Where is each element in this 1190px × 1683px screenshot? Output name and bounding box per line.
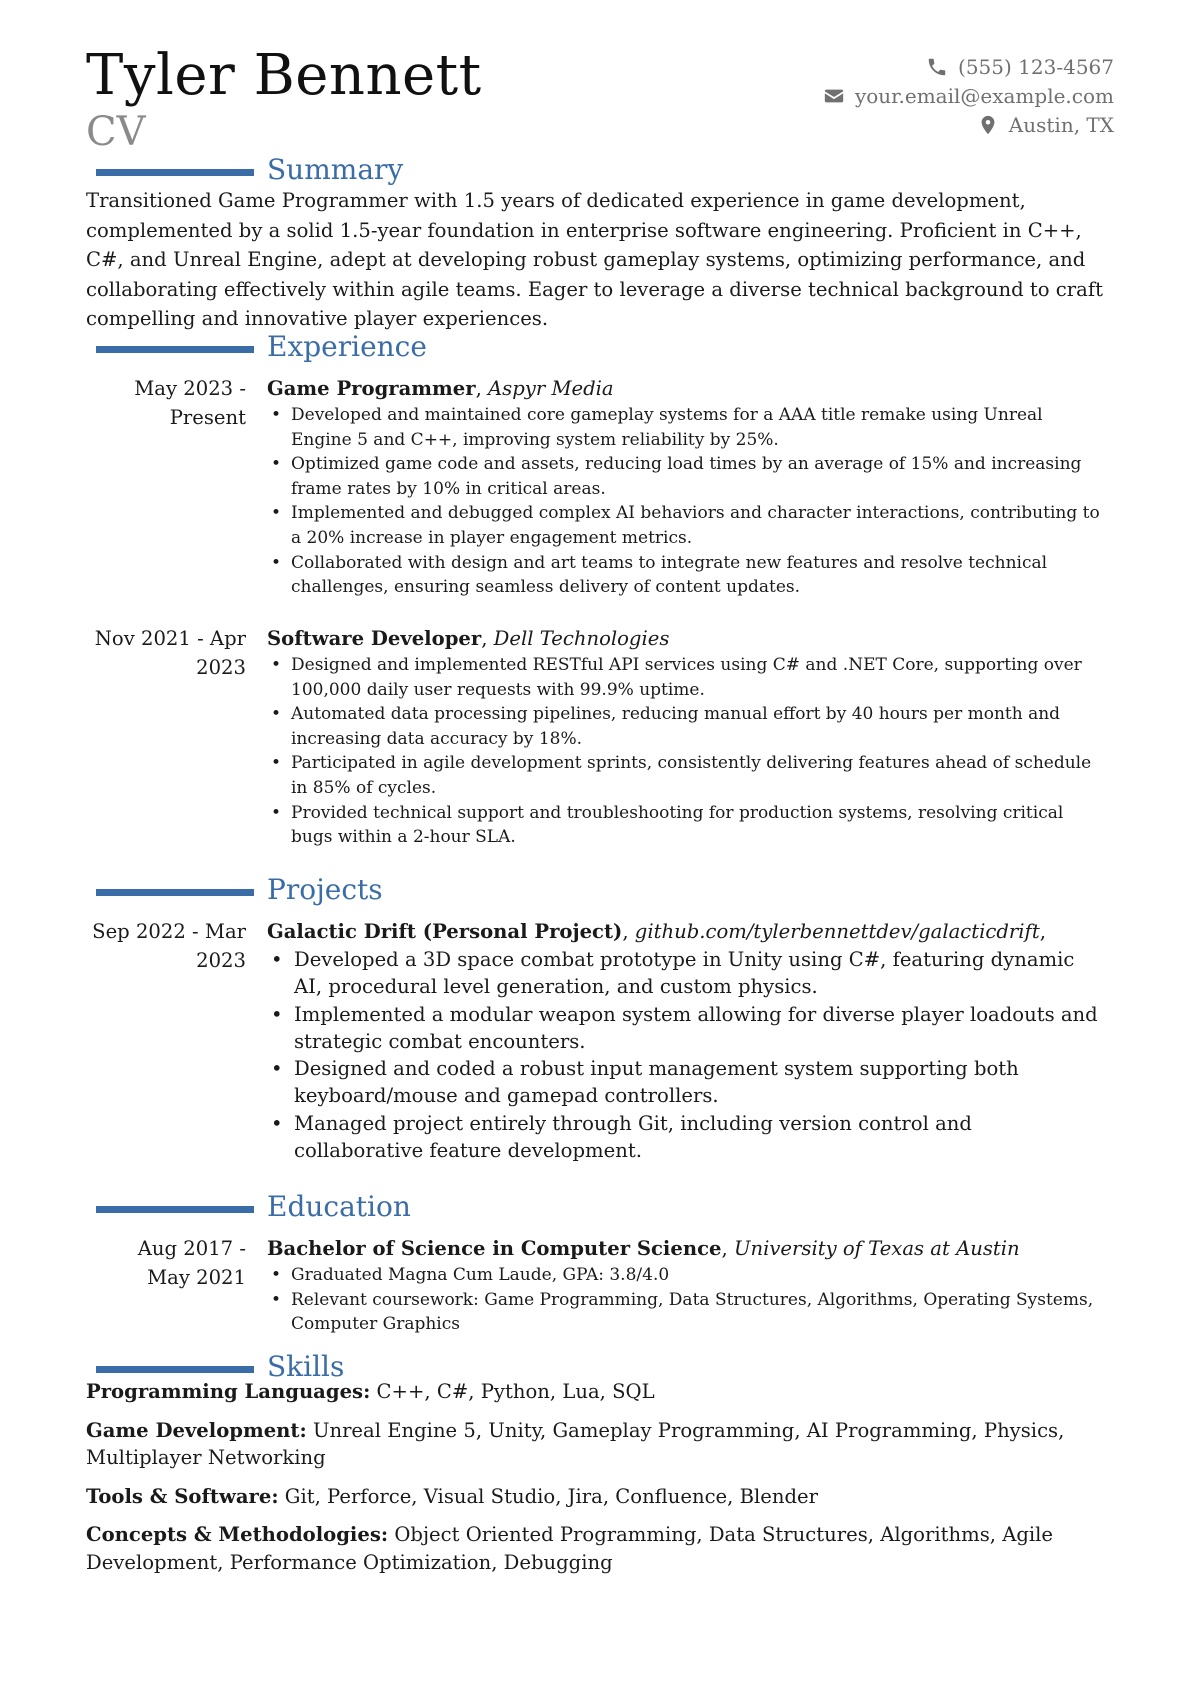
phone-text[interactable]: (555) 123-4567: [958, 54, 1114, 79]
contact-email: [823, 81, 1114, 110]
skill-row: [86, 1521, 1114, 1576]
job-title: Game Programmer: [267, 377, 476, 400]
section-summary-header: [86, 153, 1114, 187]
list-item: • Managed project entirely through Git, including version control and collaborative feature development.: [267, 1110, 1107, 1165]
list-item: • Developed and maintained core gameplay systems for a AAA title remake using Unreal Engine 5 and C++, improving system reliability by 25%.: [267, 403, 1107, 452]
skill-value: C++, C#, Python, Lua, SQL: [376, 1380, 655, 1403]
skill-value: Unreal Engine 5, Unity, Gameplay Programming, AI Programming, Physics, Multiplayer Networking: [86, 1418, 1065, 1469]
list-item: • Implemented and debugged complex AI behaviors and character interactions, contributing to a 20% increase in player engagement metrics.: [267, 501, 1107, 550]
entry-bullets: [267, 403, 1107, 600]
entry-bullets: [267, 1263, 1107, 1337]
contact-block: [823, 52, 1114, 139]
email-text[interactable]: your.email@example.com: [854, 83, 1114, 108]
employer: Dell Technologies: [493, 627, 670, 650]
project-link[interactable]: github.com/tylerbennettdev/galacticdrift: [634, 920, 1040, 943]
entry-body: [267, 374, 1107, 600]
entry-bullets: [267, 653, 1107, 850]
list-item: • Designed and coded a robust input management system supporting both keyboard/mouse and gamepad controllers.: [267, 1055, 1107, 1110]
employer: Aspyr Media: [488, 377, 614, 400]
list-item: • Provided technical support and troubleshooting for production systems, resolving critical bugs within a 2-hour SLA.: [267, 801, 1107, 850]
entry-date: Aug 2017 - May 2021: [137, 1237, 246, 1289]
skill-label: Programming Languages:: [86, 1380, 371, 1403]
entry-bullets: [267, 946, 1107, 1164]
phone-icon: [926, 56, 948, 78]
contact-location: [823, 110, 1114, 139]
section-education-header: [86, 1190, 1114, 1224]
entry-body: [267, 917, 1107, 1164]
institution: University of Texas at Austin: [733, 1237, 1020, 1260]
section-title: Summary: [267, 153, 404, 186]
candidate-name: Tyler Bennett: [86, 43, 482, 108]
contact-phone: [823, 52, 1114, 81]
section-title: Skills: [267, 1350, 345, 1383]
entry-body: [267, 1234, 1107, 1337]
list-item: • Developed a 3D space combat prototype in Unity using C#, featuring dynamic AI, procedural level generation, and custom physics.: [267, 946, 1107, 1001]
section-accent-bar: [96, 169, 254, 176]
skill-row: [86, 1483, 1114, 1511]
list-item: • Automated data processing pipelines, reducing manual effort by 40 hours per month and increasing data accuracy by 18%.: [267, 702, 1107, 751]
entry-heading: Galactic Drift (Personal Project), github.com/tylerbennettdev/galacticdrift,: [267, 920, 1046, 943]
entry-date: Nov 2021 - Apr 2023: [94, 627, 246, 679]
entry-date: Sep 2022 - Mar 2023: [92, 920, 246, 972]
section-accent-bar: [96, 1366, 254, 1373]
section-projects-header: [86, 873, 1114, 907]
section-title: Experience: [267, 330, 427, 363]
section-title: Projects: [267, 873, 383, 906]
list-item: • Participated in agile development sprints, consistently delivering features ahead of schedule in 85% of cycles.: [267, 751, 1107, 800]
list-item: • Optimized game code and assets, reducing load times by an average of 15% and increasing frame rates by 10% in critical areas.: [267, 452, 1107, 501]
list-item: • Relevant coursework: Game Programming, Data Structures, Algorithms, Operating Systems, Computer Graphics: [267, 1288, 1107, 1337]
skill-label: Game Development:: [86, 1418, 307, 1442]
job-title: Software Developer: [267, 627, 482, 650]
map-pin-icon: [977, 114, 999, 136]
entry-date: May 2023 - Present: [134, 377, 246, 429]
section-title: Education: [267, 1190, 411, 1223]
document-subtitle: CV: [86, 109, 146, 155]
section-experience-header: [86, 330, 1114, 364]
skill-value: Object Oriented Programming, Data Structures, Algorithms, Agile Development, Performance Optimization, Debugging: [86, 1523, 1054, 1574]
list-item: • Designed and implemented RESTful API services using C# and .NET Core, supporting over 100,000 daily user requests with 99.9% uptime.: [267, 653, 1107, 702]
skill-row: [86, 1378, 1114, 1406]
envelope-icon: [823, 85, 845, 107]
entry-body: [267, 624, 1107, 850]
skill-value: Git, Perforce, Visual Studio, Jira, Confluence, Blender: [284, 1484, 818, 1508]
entry-heading: Bachelor of Science in Computer Science, University of Texas at Austin: [267, 1237, 1020, 1260]
skill-label: Tools & Software:: [86, 1484, 279, 1508]
section-accent-bar: [96, 346, 254, 353]
summary-text: Transitioned Game Programmer with 1.5 years of dedicated experience in game development, complemented by a solid 1.5-year foundation in enterprise software engineering. Proficient in C++, C#, and Unreal Engine, adept at developing robust gameplay systems, optimizing performance, and collaborating effectively within agile teams. Eager to leverage a diverse technical background to craft compelling and innovative player experiences.: [86, 189, 1103, 331]
entry-heading: Software Developer, Dell Technologies: [267, 627, 670, 650]
list-item: • Graduated Magna Cum Laude, GPA: 3.8/4.0: [267, 1263, 1107, 1288]
section-accent-bar: [96, 889, 254, 896]
skill-label: Concepts & Methodologies:: [86, 1523, 389, 1546]
list-item: • Implemented a modular weapon system allowing for diverse player loadouts and strategic combat encounters.: [267, 1001, 1107, 1056]
location-text: Austin, TX: [1008, 112, 1114, 137]
list-item: • Collaborated with design and art teams to integrate new features and resolve technical challenges, ensuring seamless delivery of content updates.: [267, 551, 1107, 600]
section-accent-bar: [96, 1206, 254, 1213]
project-title: Galactic Drift (Personal Project): [267, 920, 623, 943]
skills-list: [86, 1378, 1114, 1587]
skill-row: [86, 1417, 1114, 1472]
degree-title: Bachelor of Science in Computer Science: [267, 1237, 722, 1260]
entry-heading: Game Programmer, Aspyr Media: [267, 377, 614, 400]
